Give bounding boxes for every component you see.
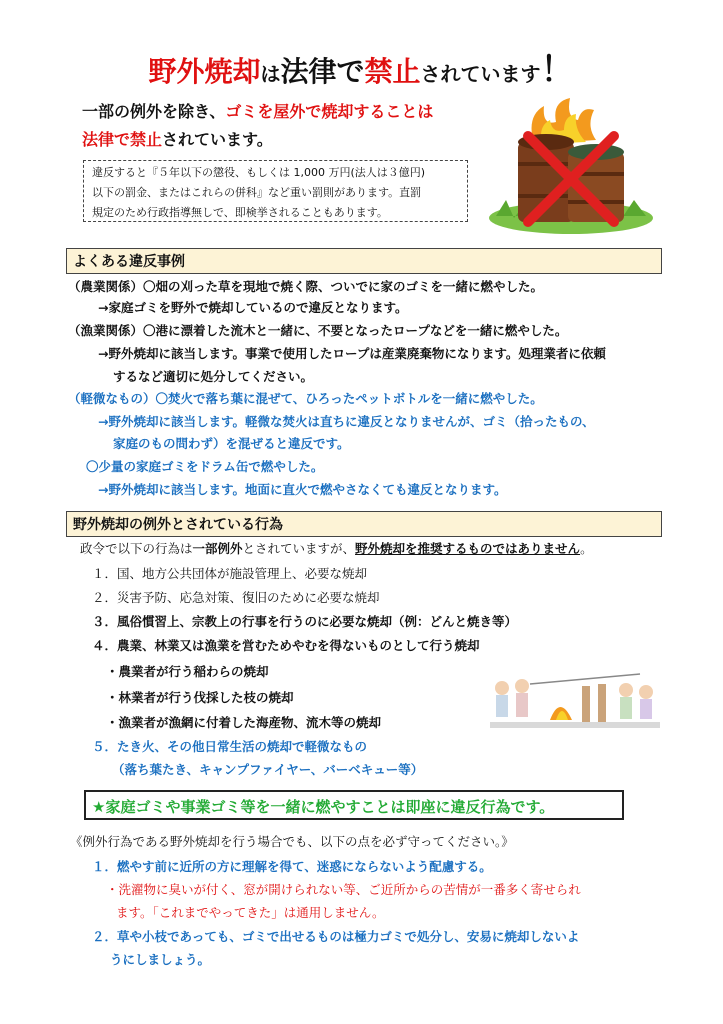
violation-item: （漁業関係）〇港に漂着した流木と一緒に、不要となったロープなどを一緒に燃やした。 — [68, 323, 568, 338]
title-prohibited: 禁止 — [364, 55, 421, 88]
exception-item: （落ち葉たき、キャンプファイヤー、バーベキュー等） — [112, 762, 424, 777]
lead-line-2 — [82, 126, 273, 154]
exceptions-intro — [80, 539, 593, 559]
violation-callout: ★家庭ゴミや事業ゴミ等を一緒に燃やすことは即座に違反行為です。 — [84, 790, 624, 820]
notice-line: 違反すると『５年以下の懲役、もしくは 1,000 万円(法人は３億円) — [92, 166, 426, 179]
exception-subitem: ・林業者が行う伐採した枝の焼却 — [106, 690, 294, 705]
title-wa: は — [260, 62, 281, 86]
rule-subitem: ・洗濯物に臭いが付く、窓が開けられない等、ご近所からの苦情が一番多く寄せられ — [106, 882, 581, 897]
exception-subitem: ・漁業者が漁網に付着した海産物、流木等の焼却 — [106, 715, 382, 730]
violation-item: →野外焼却に該当します。地面に直火で燃やさなくても違反となります。 — [98, 482, 507, 497]
exception-item: ４．農業、林業又は漁業を営むためやむを得ないものとして行う焼却 — [92, 638, 480, 653]
lead-text-2: されています。 — [162, 130, 273, 149]
rule-item-continued: うにしましょう。 — [110, 952, 211, 967]
rules-intro: 《例外行為である野外焼却を行う場合でも、以下の点を必ず守ってください。》 — [70, 834, 514, 849]
exception-item: ５．たき火、その他日常生活の焼却で軽微なもの — [92, 739, 368, 754]
intro-bold: 一部例外 — [192, 541, 243, 556]
notice-line: 規定のため行政指導無しで、即検挙されることもあります。 — [92, 206, 388, 219]
title-law: 法律で — [280, 55, 365, 88]
burning-barrel-prohibited-icon — [486, 96, 656, 236]
exception-item: １．国、地方公共団体が施設管理上、必要な焼却 — [92, 566, 368, 581]
violation-item: →野外焼却に該当します。事業で使用したロープは産業廃棄物になります。処理業者に依頼 — [98, 346, 606, 361]
lead-highlight: ゴミを屋外で焼却することは — [225, 102, 434, 121]
exception-subitem: ・農業者が行う稲わらの焼却 — [106, 664, 269, 679]
lead-text: 一部の例外を除き、 — [82, 102, 226, 121]
violation-item: （農業関係）〇畑の刈った草を現地で焼く際、ついでに家のゴミを一緒に燃やした。 — [68, 279, 544, 294]
violation-item: →家庭ゴミを野外で焼却しているので違反となります。 — [98, 300, 408, 315]
section-heading-exceptions: 野外焼却の例外とされている行為 — [66, 511, 662, 537]
intro-text: 政令で以下の行為は — [80, 541, 193, 556]
rule-subitem: ます。「これまでやってきた」は通用しません。 — [116, 905, 385, 920]
penalty-notice-box — [83, 160, 468, 222]
intro-text: とされていますが、 — [242, 541, 356, 556]
exception-item: ３．風俗慣習上、宗教上の行事を行うのに必要な焼却（例：どんと焼き等） — [92, 614, 518, 629]
title-exclamation: ！ — [540, 50, 575, 90]
section-heading-violations: よくある違反事例 — [66, 248, 662, 274]
violation-item: 家庭のもの問わず）を混ぜると違反です。 — [113, 436, 350, 451]
page-title — [0, 50, 723, 96]
exception-item: ２．災害予防、応急対策、復旧のために必要な焼却 — [92, 590, 380, 605]
notice-line: 以下の罰金、またはこれらの併科』など重い罰則があります。直罰 — [92, 186, 422, 199]
title-suffix: されています — [420, 62, 541, 86]
violation-item: →野外焼却に該当します。軽微な焚火は直ちに違反となりませんが、ゴミ（拾ったもの、 — [98, 414, 595, 429]
violation-item: 〇少量の家庭ゴミをドラム缶で燃やした。 — [86, 459, 324, 474]
rule-item: ２．草や小枝であっても、ゴミで出せるものは極力ゴミで処分し、安易に焼却しないよ — [92, 929, 580, 944]
intro-text: 。 — [580, 541, 593, 556]
violation-item: するなど適切に処分してください。 — [113, 369, 314, 384]
intro-underlined: 野外焼却を推奨するものではありません — [355, 541, 581, 556]
lead-line-1 — [82, 98, 433, 126]
festival-crowd-icon — [490, 664, 660, 734]
violation-item: （軽微なもの）〇焚火で落ち葉に混ぜて、ひろったペットボトルを一緒に燃やした。 — [68, 391, 543, 406]
lead-highlight-2: 法律で禁止 — [82, 130, 163, 149]
title-open-burning: 野外焼却 — [148, 55, 261, 88]
rule-item: １．燃やす前に近所の方に理解を得て、迷惑にならないよう配慮する。 — [92, 859, 492, 874]
